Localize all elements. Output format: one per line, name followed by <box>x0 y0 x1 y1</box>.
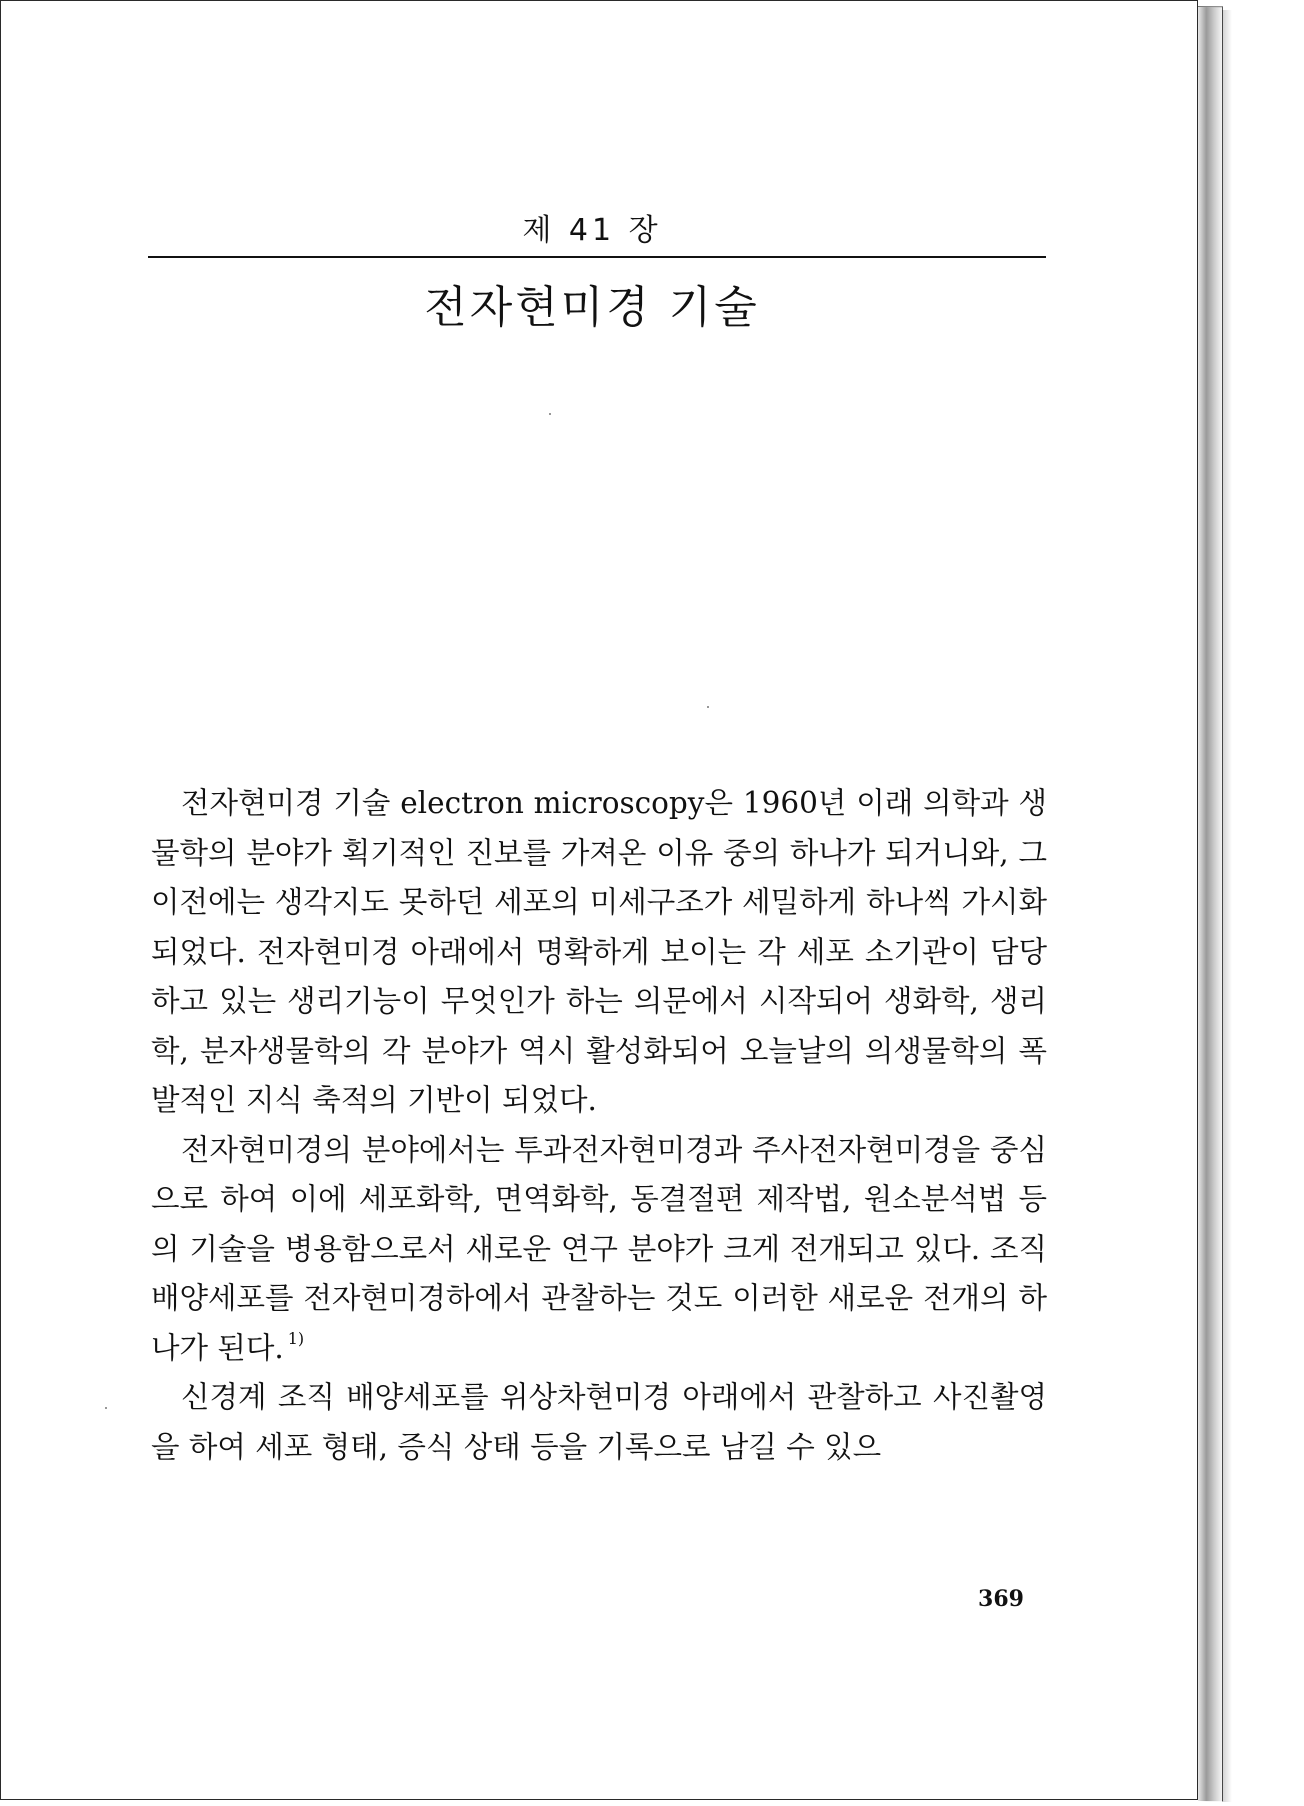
page-number: 369 <box>978 1586 1024 1612</box>
footnote-reference[interactable]: 1) <box>287 1328 305 1348</box>
paragraph-2-text: 전자현미경의 분야에서는 투과전자현미경과 주사전자현미경을 중심으로 하여 이에 세포화학, 면역화학, 동결절편 제작법, 원소분석법 등의 기술을 병용함으로서 새로운 연구 분야가 크게 전개되고 있다. 조직배양세포를 전자현미경하에서 관찰하는 것도 이러한 새로운 전개의 하나가 된다. <box>151 1132 1047 1365</box>
chapter-title: 전자현미경 기술 <box>424 282 760 333</box>
chapter-label: 제 41 장 <box>522 213 662 248</box>
chapter-divider <box>148 256 1046 258</box>
paragraph-3-text: 신경계 조직 배양세포를 위상차현미경 아래에서 관찰하고 사진촬영을 하여 세포 형태, 증식 상태 등을 기록으로 남길 수 있으 <box>151 1380 1047 1464</box>
paragraph-2 <box>151 1126 1047 1374</box>
paragraph-1-text: 전자현미경 기술 electron microscopy은 1960년 이래 의학과 생물학의 분야가 획기적인 진보를 가져온 이유 중의 하나가 되거니와, 그 이전에는 생각지도 못하던 세포의 미세구조가 세밀하게 하나씩 가시화되었다. 전자현미경 아래에서 명확하게 보이는 각 세포 소기관이 담당하고 있는 생리기능이 무엇인가 하는 의문에서 시작되어 생화학, 생리학, 분자생물학의 각 분야가 역시 활성화되어 오늘날의 의생물학의 폭발적인 지식 축적의 기반이 되었다. <box>151 786 1047 1117</box>
page-curl-edge <box>1198 6 1223 1801</box>
paragraph-1 <box>151 779 1047 1126</box>
scan-speck <box>105 1407 107 1409</box>
body-text <box>151 779 1047 1472</box>
scan-speck <box>549 413 551 415</box>
scan-speck <box>707 706 709 708</box>
page-edge-shadow <box>1222 10 1232 1802</box>
paragraph-3 <box>151 1373 1047 1472</box>
